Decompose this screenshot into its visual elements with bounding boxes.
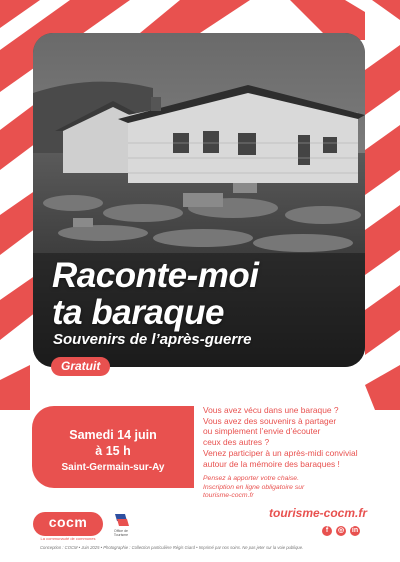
note-line: Pensez à apporter votre chaise. xyxy=(203,475,299,482)
partner-text: Office de Tourisme xyxy=(113,529,129,537)
cocm-logo xyxy=(33,512,103,541)
credits-text: Conception : COCM • Juin 2025 • Photographie : Collection particulière Régis Giard • Imprimé par nos soins. Ne pas jeter sur la voie publique. xyxy=(40,545,304,550)
description-line: Vous avez vécu dans une baraque ? xyxy=(203,405,339,415)
note-line: Inscription en ligne obligatoire sur xyxy=(203,483,305,491)
linkedin-icon[interactable]: in xyxy=(351,527,359,534)
logo-name: cocm xyxy=(48,514,88,530)
note-link[interactable]: tourisme-cocm.fr xyxy=(203,492,254,500)
social-icons xyxy=(322,526,360,536)
instagram-icon[interactable]: ◎ xyxy=(337,527,345,534)
title-line-2: ta baraque xyxy=(52,293,224,332)
event-description xyxy=(203,405,383,470)
poster-subtitle: Souvenirs de l’après-guerre xyxy=(53,331,252,348)
poster-title xyxy=(52,257,258,331)
registration-note xyxy=(203,475,383,501)
description-line: Vous avez des souvenirs à partager xyxy=(203,415,337,426)
event-date: Samedi 14 juin xyxy=(69,428,157,442)
tourism-office-logo xyxy=(108,512,134,538)
title-line-1: Raconte-moi xyxy=(52,256,259,295)
facebook-icon[interactable]: f xyxy=(322,526,332,536)
event-place: Saint-Germain-sur-Ay xyxy=(61,462,165,473)
description-line: ou simplement l’envie d’écouter xyxy=(203,426,321,437)
description-line: Venez participer à un après-midi convivial xyxy=(203,448,358,459)
free-badge: Gratuit xyxy=(51,357,110,376)
description-line: ceux des autres ? xyxy=(203,436,270,447)
event-time: à 15 h xyxy=(95,444,131,458)
logo-tagline: La communauté de communes xyxy=(40,536,96,541)
description-line: autour de la mémoire des baraques ! xyxy=(203,458,340,469)
event-info-box xyxy=(32,406,194,488)
flag-icon xyxy=(108,512,134,528)
website-link[interactable]: tourisme-cocm.fr xyxy=(269,506,368,520)
